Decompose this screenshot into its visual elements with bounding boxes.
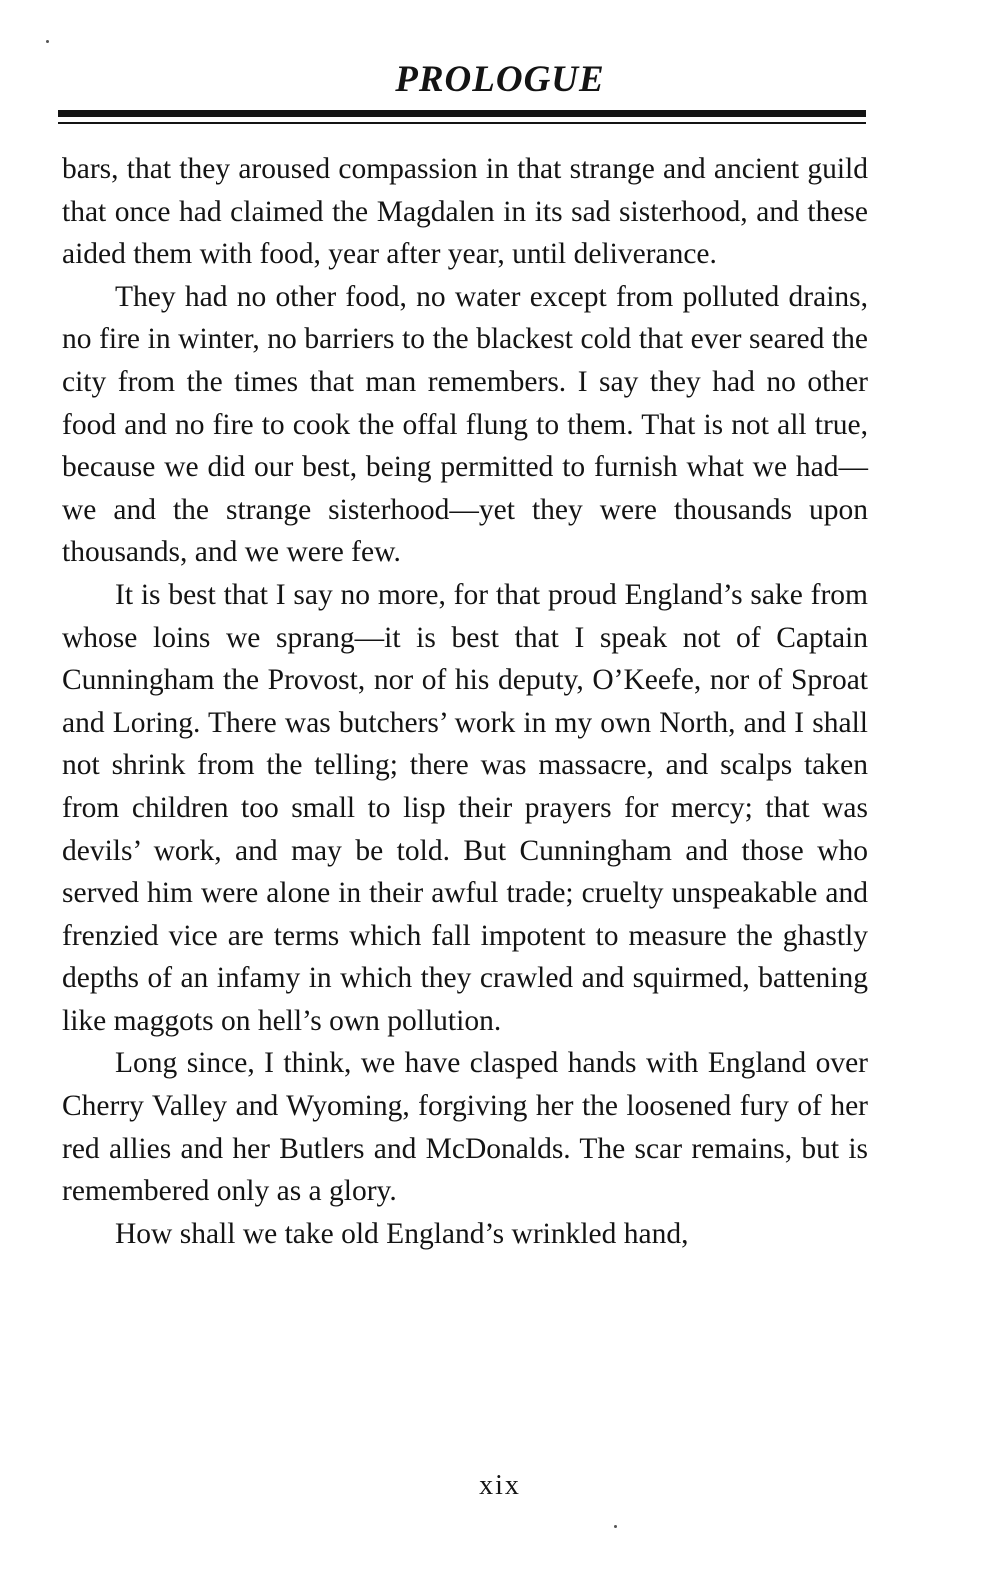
paragraph-5: How shall we take old England’s wrinkled hand, (115, 1217, 689, 1250)
running-head: PROLOGUE (395, 59, 605, 100)
scan-speck (614, 1525, 617, 1528)
scan-speck (46, 40, 49, 43)
paragraph-3: It is best that I say no more, for that proud England’s sake from whose loins we sprang—it is best that I speak not of Captain Cunningham the Provost, nor of his deputy, O’Keefe, nor of Sproat and Loring. There was butchers’ work in my own North, and I shall not shrink from the telling; there was massacre, and scalps taken from children too small to lisp their prayers for mercy; that was devils’ work, and may be told. But Cunningham and those who served him were alone in their awful trade; cruelty unspeakable and frenzied vice are terms which fall impotent to measure the ghastly depths of an infamy in which they crawled and squirmed, battening like maggots on hell’s own pollution. (62, 578, 868, 1037)
header-rule-thin (58, 122, 866, 124)
page-number: xix (479, 1470, 521, 1501)
paragraph-4: Long since, I think, we have clasped hands with England over Cherry Valley and Wyoming, forgiving her the loosened fury of her red allies and her Butlers and McDonalds. The scar remains, but is remembered only as a glory. (62, 1047, 868, 1208)
header-rule-thick (58, 110, 866, 117)
paragraph-1: bars, that they aroused compassion in that strange and ancient guild that once had claimed the Magdalen in its sad sisterhood, and these aided them with food, year after year, until deliverance. (62, 153, 868, 271)
body-text (62, 148, 868, 1255)
paragraph-2: They had no other food, no water except from polluted drains, no fire in winter, no barriers to the blackest cold that ever seared the city from the times that man remembers. I say they had no other food and no fire to cook the offal flung to them. That is not all true, because we did our best, being permitted to furnish what we had—we and the strange sisterhood—yet they were thousands upon thousands, and we were few. (62, 280, 868, 569)
